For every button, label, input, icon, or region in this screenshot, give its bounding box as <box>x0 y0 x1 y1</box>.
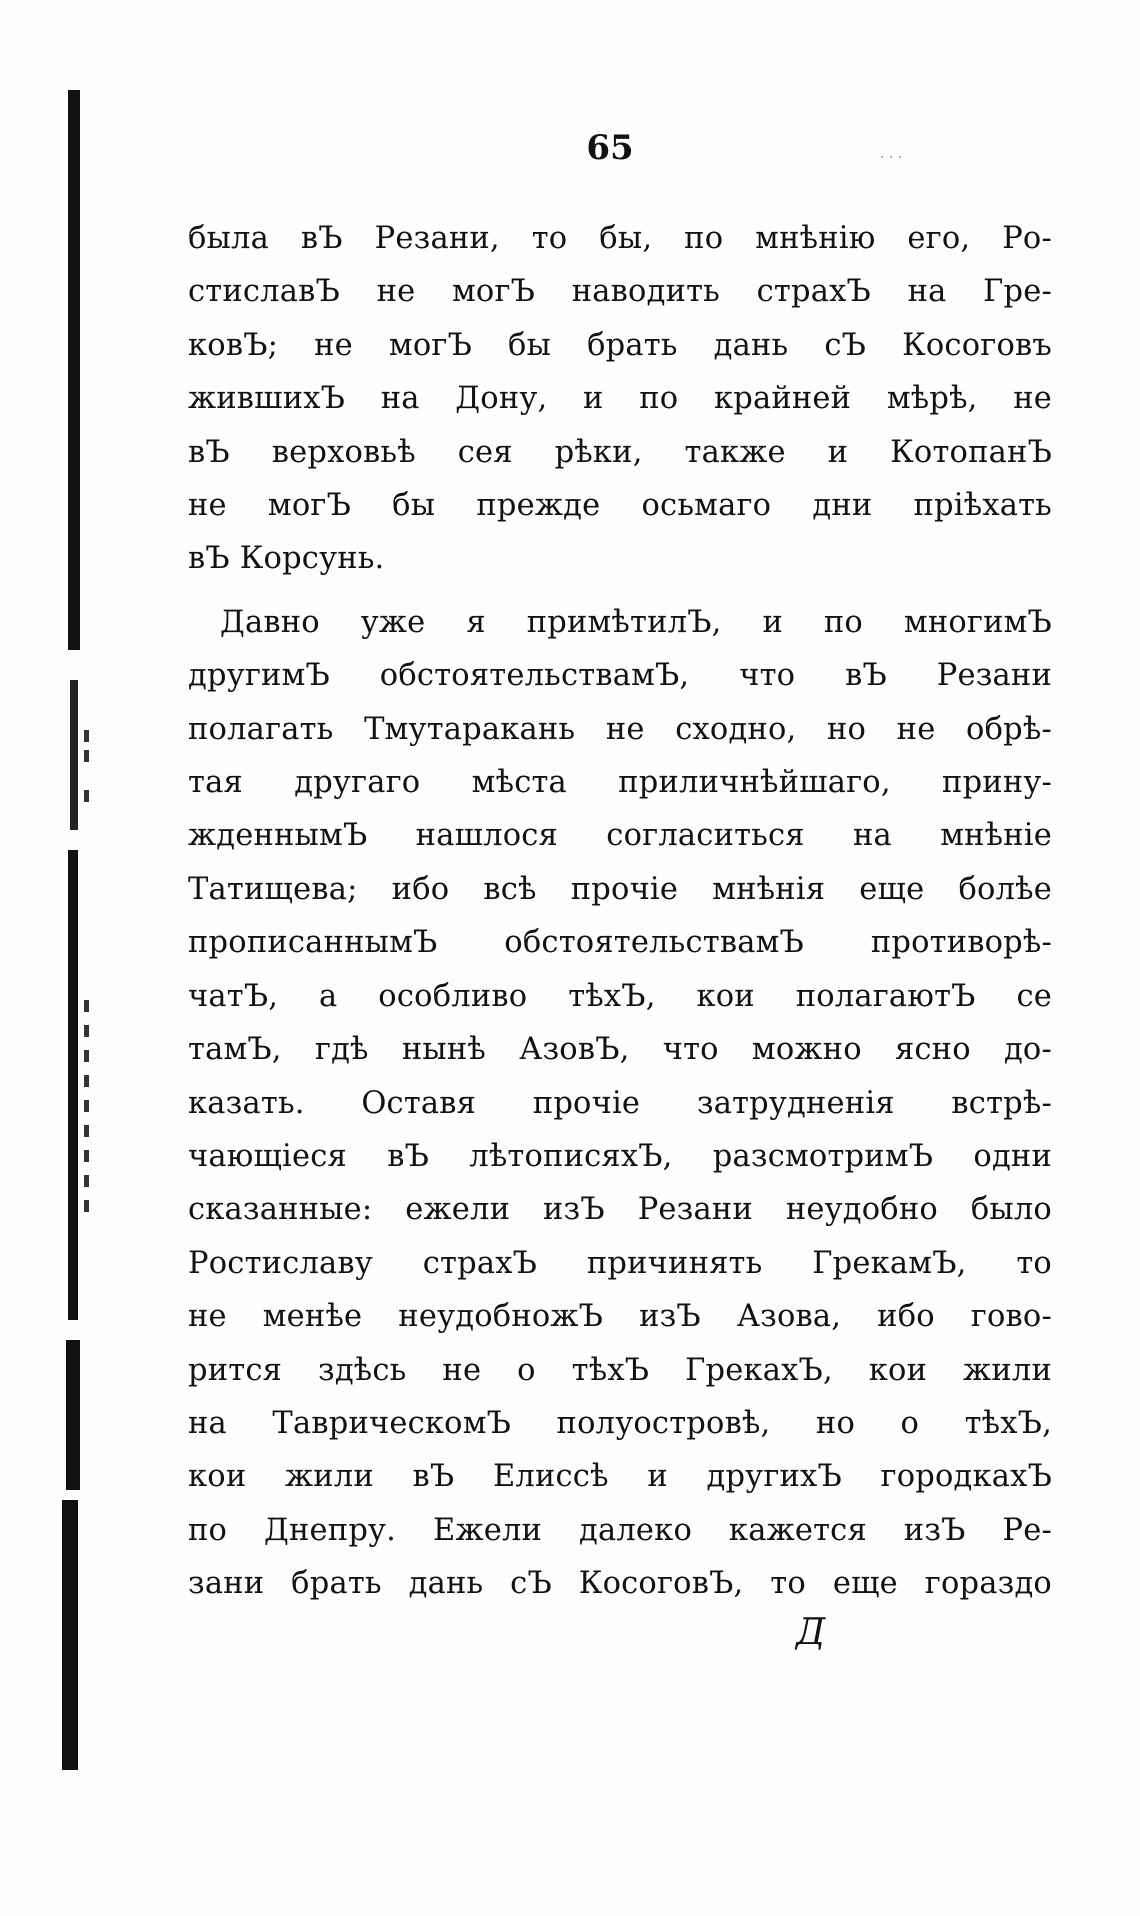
scan-artifact <box>84 1200 89 1212</box>
text-line: стиславЪ не могЪ наводить страхЪ на Гре- <box>188 274 1052 310</box>
text-line: Давно уже я примѣтилЪ, и по многимЪ <box>220 604 1052 640</box>
text-line: вЪ верховьѣ сея рѣки, также и КотопанЪ <box>188 434 1052 470</box>
text-line: тая другаго мѣста приличнѣйшаго, прину- <box>188 765 1052 801</box>
text-line: кои жили вЪ Елиссѣ и другихЪ городкахЪ <box>188 1459 1052 1495</box>
text-line: чающіеся вЪ лѣтописяхЪ, разсмотримЪ одни <box>188 1138 1052 1174</box>
text-line: ковЪ; не могЪ бы брать дань сЪ Косоговъ <box>188 327 1052 363</box>
scan-artifact <box>84 1175 89 1187</box>
scan-artifact <box>84 1125 89 1137</box>
scan-artifact <box>84 1150 89 1162</box>
text-line: зани брать дань сЪ КосоговЪ, то еще гораздо <box>188 1566 1052 1602</box>
scan-artifact <box>84 750 89 762</box>
binding-shadow <box>70 680 78 830</box>
scan-artifact <box>84 730 89 742</box>
text-line: по Днепру. Ежели далеко кажется изЪ Ре- <box>188 1512 1052 1548</box>
paragraph-1 <box>188 212 1052 586</box>
text-line: жившихЪ на Дону, и по крайней мѣрѣ, не <box>188 381 1052 417</box>
scan-artifact <box>84 1000 89 1012</box>
scan-artifact <box>84 1075 89 1087</box>
scan-artifact <box>84 1100 89 1112</box>
scan-artifact <box>84 1025 89 1037</box>
binding-shadow <box>62 1500 78 1770</box>
text-line: на ТаврическомЪ полуостровѣ, но о тѣхЪ, <box>188 1405 1052 1441</box>
text-line: другимЪ обстоятельствамЪ, что вЪ Резани <box>188 658 1052 694</box>
binding-shadow <box>68 850 78 1320</box>
paragraph-2 <box>188 596 1052 1611</box>
binding-edge <box>68 90 80 1770</box>
text-line: сказанные: ежели изЪ Резани неудобно было <box>188 1192 1052 1228</box>
text-line: полагать Тмутаракань не сходно, но не обрѣ- <box>188 711 1052 747</box>
scan-speck: · · · <box>880 150 903 166</box>
page-number: 65 <box>586 128 634 168</box>
text-line: не менѣе неудобножЪ изЪ Азова, ибо гово- <box>188 1299 1052 1335</box>
body-text <box>188 212 1052 1611</box>
text-line: тамЪ, гдѣ нынѣ АзовЪ, что можно ясно до- <box>188 1032 1052 1068</box>
scan-artifact <box>84 1050 89 1062</box>
text-line: чатЪ, а особливо тѣхЪ, кои полагаютЪ се <box>188 978 1052 1014</box>
binding-shadow <box>68 90 80 650</box>
text-line: Ростиславу страхЪ причинять ГрекамЪ, то <box>188 1245 1052 1281</box>
text-line: казать. Оставя прочіе затрудненія встрѣ- <box>188 1085 1052 1121</box>
text-line: Татищева; ибо всѣ прочіе мнѣнія еще болѣе <box>188 871 1052 907</box>
text-line: была вЪ Резани, то бы, по мнѣнію его, Ро- <box>188 221 1052 256</box>
text-line: рится здѣсь не о тѣхЪ ГрекахЪ, кои жили <box>188 1352 1052 1388</box>
text-line: жденнымЪ нашлося согласиться на мнѣніе <box>188 818 1052 854</box>
text-line: не могЪ бы прежде осьмаго дни пріѣхать <box>188 488 1052 524</box>
text-line: вЪ Корсунь. <box>188 541 385 577</box>
scan-artifact <box>84 790 89 802</box>
text-line: прописаннымЪ обстоятельствамЪ противорѣ- <box>188 925 1052 961</box>
binding-shadow <box>66 1340 80 1490</box>
catchword: Д <box>796 1612 826 1653</box>
